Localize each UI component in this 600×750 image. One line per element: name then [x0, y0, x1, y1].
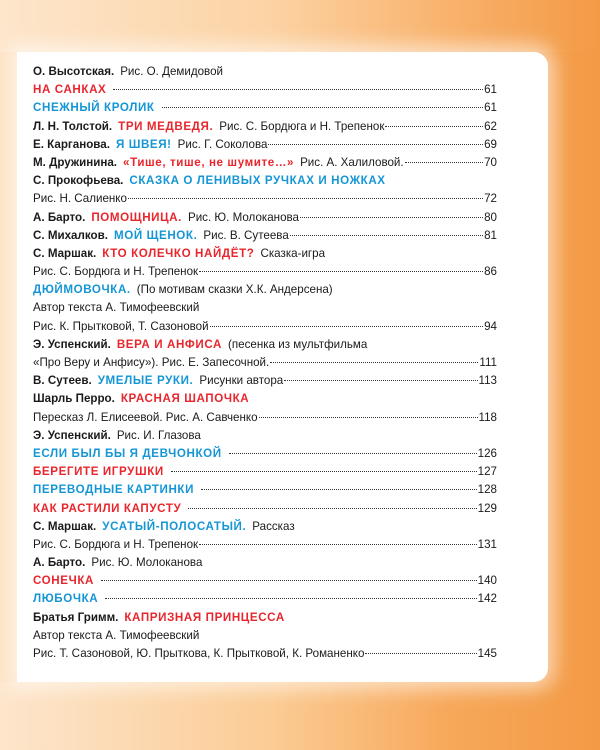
dot-leader [229, 453, 477, 454]
entry-page-number: 69 [484, 137, 497, 151]
entry-page-number: 81 [484, 228, 497, 242]
entry-title: ПЕРЕВОДНЫЕ КАРТИНКИ [33, 483, 195, 497]
entry-page-number: 86 [484, 265, 497, 279]
dot-leader [270, 362, 478, 363]
entry-page-number: 118 [478, 410, 497, 424]
entry-credit: (песенка из мультфильма [228, 337, 368, 351]
entry-page-number: 145 [477, 647, 497, 660]
entry-author: Э. Успенский. [33, 337, 111, 351]
dot-leader [259, 417, 478, 418]
entry-page-number: 129 [477, 501, 497, 515]
entry-page-number: 61 [484, 101, 497, 115]
toc-entry [33, 609, 497, 627]
entry-author: А. Барто. [33, 556, 86, 570]
entry-title: КТО КОЛЕЧКО НАЙДЁТ? [102, 246, 255, 260]
dot-leader [290, 235, 483, 236]
table-of-contents [33, 63, 497, 663]
entry-credit: Автор текста А. Тимофеевский [33, 301, 200, 315]
entry-title: КРАСНАЯ ШАПОЧКА [120, 392, 250, 406]
dot-leader [113, 89, 483, 90]
entry-credit: Рис. Н. Салиенко [33, 192, 127, 206]
toc-entry [33, 281, 497, 299]
page-bottom-margin [0, 682, 600, 750]
toc-entry [33, 554, 497, 572]
entry-title: УСАТЫЙ-ПОЛОСАТЫЙ. [102, 519, 247, 533]
toc-entry [33, 136, 497, 154]
entry-author: В. Сутеев. [33, 374, 92, 388]
dot-leader [188, 508, 476, 509]
entry-credit: Пересказ Л. Елисеевой. Рис. А. Савченко [33, 410, 258, 424]
toc-entry [33, 372, 497, 390]
toc-entry [33, 336, 497, 354]
entry-title: КАК РАСТИЛИ КАПУСТУ [33, 501, 182, 515]
entry-title: СКАЗКА О ЛЕНИВЫХ РУЧКАХ И НОЖКАХ [129, 174, 386, 188]
toc-entry [33, 81, 497, 99]
entry-title: НА САНКАХ [33, 83, 107, 97]
toc-entry [33, 463, 497, 481]
dot-leader [300, 217, 483, 218]
dot-leader [128, 198, 483, 199]
entry-credit: Рис. Ю. Молоканова [187, 210, 299, 224]
entry-credit: Рис. Т. Сазоновой, Ю. Прыткова, К. Прытковой, К. Романенко [33, 647, 365, 660]
entry-credit: Рис. С. Бордюга и Н. Трепенок [33, 265, 199, 279]
toc-entry [33, 354, 497, 372]
entry-title: «Тише, тише, не шумите…» [123, 155, 295, 169]
entry-page-number: 140 [477, 574, 497, 588]
toc-entry [33, 172, 497, 190]
entry-page-number: 127 [477, 465, 497, 479]
dot-leader [365, 653, 476, 654]
entry-author: Э. Успенский. [33, 428, 111, 442]
entry-author: А. Барто. [33, 210, 86, 224]
entry-author: С. Прокофьева. [33, 174, 124, 188]
toc-entry [33, 500, 497, 518]
dot-leader [199, 544, 477, 545]
entry-title: УМЕЛЫЕ РУКИ. [97, 374, 194, 388]
toc-entry [33, 245, 497, 263]
dot-leader [199, 271, 483, 272]
entry-author: С. Маршак. [33, 519, 97, 533]
entry-title: ТРИ МЕДВЕДЯ. [118, 119, 214, 133]
entry-page-number: 131 [477, 537, 497, 551]
toc-entry [33, 427, 497, 445]
page-top-margin [0, 0, 600, 52]
entry-credit: Рис. С. Бордюга и Н. Трепенок [219, 119, 385, 133]
entry-credit: Рис. О. Демидовой [120, 65, 224, 78]
toc-entry [33, 190, 497, 208]
entry-title: СОНЕЧКА [33, 574, 95, 588]
entry-page-number: 128 [477, 483, 497, 497]
entry-author: С. Михалков. [33, 228, 108, 242]
dot-leader [162, 107, 484, 108]
entry-title: КАПРИЗНАЯ ПРИНЦЕССА [124, 610, 285, 624]
entry-title: СНЕЖНЫЙ КРОЛИК [33, 101, 155, 115]
entry-credit: «Про Веру и Анфису»). Рис. Е. Запесочной. [33, 356, 270, 369]
entry-credit: Автор текста А. Тимофеевский [33, 628, 200, 642]
entry-page-number: 80 [484, 210, 497, 224]
entry-title: ЕСЛИ БЫЛ БЫ Я ДЕВЧОНКОЙ [33, 446, 222, 460]
dot-leader [210, 326, 483, 327]
entry-page-number: 62 [484, 119, 497, 133]
entry-author: М. Дружинина. [33, 155, 118, 169]
toc-entry [33, 227, 497, 245]
entry-credit: Рисунки автора [199, 374, 284, 388]
entry-page-number: 70 [484, 155, 497, 169]
dot-leader [268, 144, 483, 145]
toc-entry [33, 63, 497, 81]
toc-entry [33, 299, 497, 317]
entry-author: Л. Н. Толстой. [33, 119, 113, 133]
entry-title: ЛЮБОЧКА [33, 592, 99, 606]
entry-page-number: 94 [484, 319, 497, 333]
toc-entry [33, 390, 497, 408]
toc-entry [33, 572, 497, 590]
toc-entry [33, 627, 497, 645]
entry-page-number: 111 [479, 356, 497, 369]
entry-credit: Рис. Ю. Молоканова [91, 556, 203, 570]
entry-credit: Рис. А. Халиловой. [300, 155, 404, 169]
entry-title: БЕРЕГИТЕ ИГРУШКИ [33, 465, 164, 479]
toc-entry [33, 409, 497, 427]
toc-entry [33, 99, 497, 117]
toc-entry [33, 518, 497, 536]
dot-leader [284, 380, 477, 381]
entry-credit: Рис. Г. Соколова [177, 137, 268, 151]
entry-credit: Рассказ [252, 519, 295, 533]
entry-title: ДЮЙМОВОЧКА. [33, 283, 131, 297]
dot-leader [405, 162, 483, 163]
entry-page-number: 126 [477, 446, 497, 460]
entry-title: МОЙ ЩЕНОК. [113, 228, 198, 242]
toc-entry [33, 536, 497, 554]
entry-author: О. Высотская. [33, 65, 115, 78]
entry-title: Я ШВЕЯ! [115, 137, 172, 151]
entry-author: С. Маршак. [33, 246, 97, 260]
dot-leader [105, 598, 476, 599]
toc-entry [33, 154, 497, 172]
entry-page-number: 113 [478, 374, 497, 388]
entry-page-number: 142 [477, 592, 497, 606]
entry-author: Братья Гримм. [33, 610, 119, 624]
entry-credit: Рис. В. Сутеева [203, 228, 289, 242]
toc-entry [33, 445, 497, 463]
entry-credit: Сказка-игра [260, 246, 326, 260]
entry-credit: Рис. К. Прытковой, Т. Сазоновой [33, 319, 209, 333]
toc-entry [33, 209, 497, 227]
entry-credit: (По мотивам сказки Х.К. Андерсена) [136, 283, 333, 297]
dot-leader [385, 126, 483, 127]
dot-leader [101, 580, 477, 581]
toc-entry [33, 590, 497, 608]
toc-entry [33, 118, 497, 136]
entry-title: ПОМОЩНИЦА. [91, 210, 182, 224]
entry-page-number: 72 [484, 192, 497, 206]
entry-credit: Рис. С. Бордюга и Н. Трепенок [33, 537, 199, 551]
entry-page-number: 61 [484, 83, 497, 97]
toc-entry [33, 263, 497, 281]
entry-credit: Рис. И. Глазова [116, 428, 201, 442]
entry-author: Шарль Перро. [33, 392, 115, 406]
dot-leader [201, 489, 477, 490]
toc-entry [33, 318, 497, 336]
entry-title: ВЕРА И АНФИСА [116, 337, 223, 351]
entry-author: Е. Карганова. [33, 137, 110, 151]
toc-entry [33, 481, 497, 499]
dot-leader [171, 471, 477, 472]
toc-entry [33, 645, 497, 663]
